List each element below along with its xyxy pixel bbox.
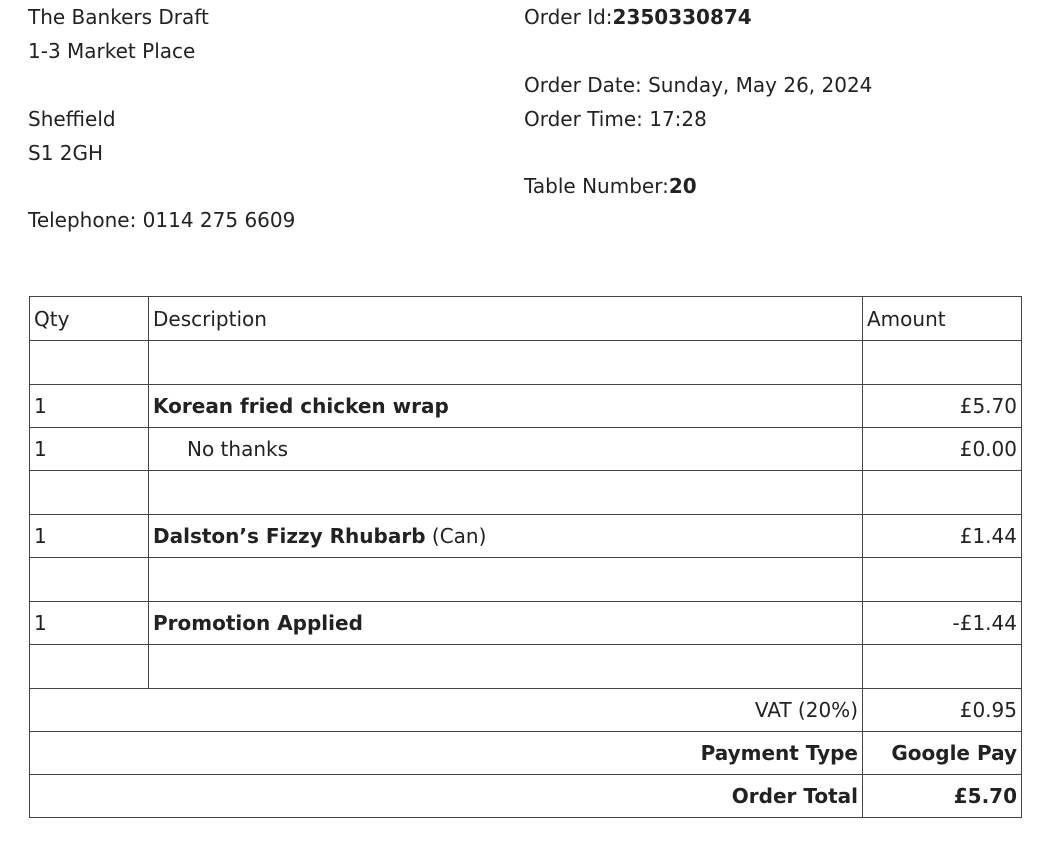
item-description [149,602,863,645]
item-qty: 1 [30,385,149,428]
table-row [30,602,1022,645]
vat-value: £0.95 [863,689,1022,732]
order-time: Order Time: 17:28 [524,107,707,131]
venue-telephone: Telephone: 0114 275 6609 [28,208,296,232]
header-amount: Amount [863,297,1022,341]
order-total-value: £5.70 [863,775,1022,818]
item-name: Dalston’s Fizzy Rhubarb [153,524,426,548]
order-id-value: 2350330874 [612,5,752,29]
order-table-number [524,173,697,199]
vat-label: VAT (20%) [30,689,863,732]
order-total-label: Order Total [30,775,863,818]
item-amount: £1.44 [863,515,1022,558]
spacer-row [30,645,1022,689]
spacer-row [30,341,1022,385]
header-qty: Qty [30,297,149,341]
header-description: Description [149,297,863,341]
item-modifier: No thanks [187,437,289,461]
spacer-row [30,558,1022,602]
item-amount: -£1.44 [863,602,1022,645]
item-suffix: (Can) [425,524,487,548]
table-number-label: Table Number: [524,174,669,198]
item-name: Promotion Applied [153,611,363,635]
payment-type-label: Payment Type [30,732,863,775]
table-header-row [30,297,1022,341]
item-qty: 1 [30,515,149,558]
venue-name: The Bankers Draft [28,5,209,29]
order-id-label: Order Id: [524,5,613,29]
item-qty: 1 [30,428,149,471]
item-description [149,428,863,471]
item-amount: £0.00 [863,428,1022,471]
item-description [149,515,863,558]
item-name: Korean fried chicken wrap [153,394,449,418]
spacer-row [30,471,1022,515]
item-qty: 1 [30,602,149,645]
item-description [149,385,863,428]
venue-address-line1: 1-3 Market Place [28,39,196,63]
payment-type-row [30,732,1022,775]
venue-city: Sheffield [28,107,116,131]
table-row [30,428,1022,471]
order-id [524,4,752,30]
venue-postcode: S1 2GH [28,141,104,165]
order-total-row [30,775,1022,818]
order-date: Order Date: Sunday, May 26, 2024 [524,73,873,97]
order-items-table [29,296,1022,818]
vat-row [30,689,1022,732]
table-row [30,515,1022,558]
table-row [30,385,1022,428]
item-amount: £5.70 [863,385,1022,428]
payment-type-value: Google Pay [863,732,1022,775]
table-number-value: 20 [668,174,697,198]
